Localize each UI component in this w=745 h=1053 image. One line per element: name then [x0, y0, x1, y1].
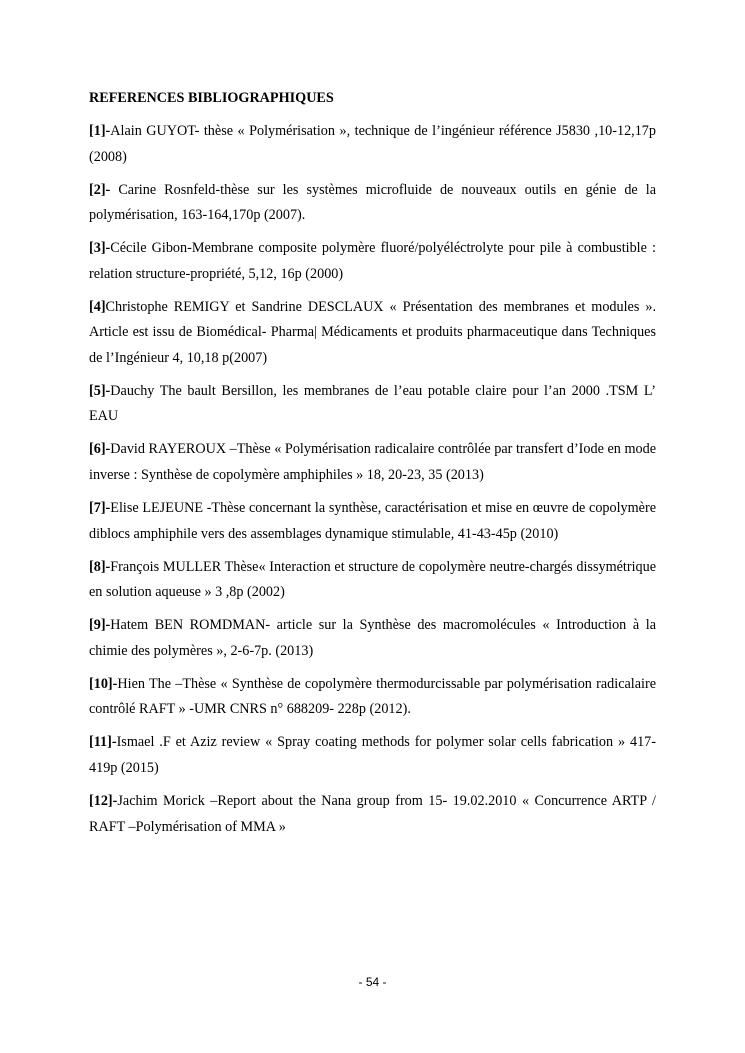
reference-text: Hatem BEN ROMDMAN- article sur la Synthèse des macromolécules « Introduction à la chimie des polymères », 2-6-7p. (2013)	[89, 617, 656, 659]
reference-item	[89, 379, 656, 430]
reference-text: François MULLER Thèse« Interaction et structure de copolymère neutre-chargés dissymétrique en solution aqueuse » 3 ,8p (2002)	[89, 558, 656, 601]
reference-text: Alain GUYOT- thèse « Polymérisation », technique de l’ingénieur référence J5830 ,10-12,17p (2008)	[89, 123, 656, 165]
reference-item	[89, 236, 656, 287]
reference-text: Dauchy The bault Bersillon, les membranes de l’eau potable claire pour l’an 2000 .TSM L’ EAU	[89, 382, 656, 425]
reference-number: [8]-	[89, 558, 111, 575]
reference-item	[89, 613, 656, 664]
reference-number: [3]-	[89, 240, 111, 257]
reference-number: [2]-	[89, 181, 111, 198]
reference-item	[89, 437, 656, 488]
reference-number: [7]-	[89, 500, 111, 517]
reference-item	[89, 178, 656, 229]
reference-text: Christophe REMIGY et Sandrine DESCLAUX « Présentation des membranes et modules ». Article est issu de Biomédical- Pharma| Médicaments et produits pharmaceutique dans Techniques de l’Ingénieur 4, 10,18 p(2007)	[89, 298, 656, 366]
reference-number: [9]-	[89, 617, 111, 634]
reference-number: [10]-	[89, 675, 118, 692]
reference-item	[89, 119, 656, 170]
page-number: - 54 -	[358, 975, 387, 989]
reference-item	[89, 496, 656, 547]
document-page	[89, 88, 656, 848]
reference-text: Elise LEJEUNE -Thèse concernant la synthèse, caractérisation et mise en œuvre de copolymère diblocs amphiphile vers des assemblages dynamique stimulable, 41-43-45p (2010)	[89, 500, 656, 542]
reference-number: [1]-	[89, 123, 111, 139]
reference-text: David RAYEROUX –Thèse « Polymérisation radicalaire contrôlée par transfert d’Iode en mode inverse : Synthèse de copolymère amphiphiles » 18, 20-23, 35 (2013)	[89, 441, 656, 483]
reference-number: [6]-	[89, 441, 111, 458]
reference-item	[89, 295, 656, 372]
reference-text: Cécile Gibon-Membrane composite polymère fluoré/polyéléctrolyte pour pile à combustible : relation structure-propriété, 5,12, 16p (2000)	[89, 240, 656, 282]
page-title: REFERENCES BIBLIOGRAPHIQUES	[89, 90, 334, 106]
reference-number: [12]-	[89, 793, 118, 810]
reference-item	[89, 730, 656, 781]
reference-item	[89, 672, 656, 723]
reference-item	[89, 555, 656, 606]
reference-text: Jachim Morick –Report about the Nana group from 15- 19.02.2010 « Concurrence ARTP / RAFT –Polymérisation of MMA »	[89, 793, 656, 835]
reference-item	[89, 789, 656, 840]
reference-text: Ismael .F et Aziz review « Spray coating methods for polymer solar cells fabrication » 417-419p (2015)	[89, 734, 656, 776]
reference-number: [5]-	[89, 382, 111, 399]
reference-number: [4]	[89, 298, 106, 315]
reference-text: Carine Rosnfeld-thèse sur les systèmes microfluide de nouveaux outils en génie de la polymérisation, 163-164,170p (2007).	[89, 181, 656, 224]
reference-text: Hien The –Thèse « Synthèse de copolymère thermodurcissable par polymérisation radicalaire contrôlé RAFT » -UMR CNRS n° 688209- 228p (2012).	[89, 675, 656, 718]
reference-number: [11]-	[89, 734, 117, 751]
